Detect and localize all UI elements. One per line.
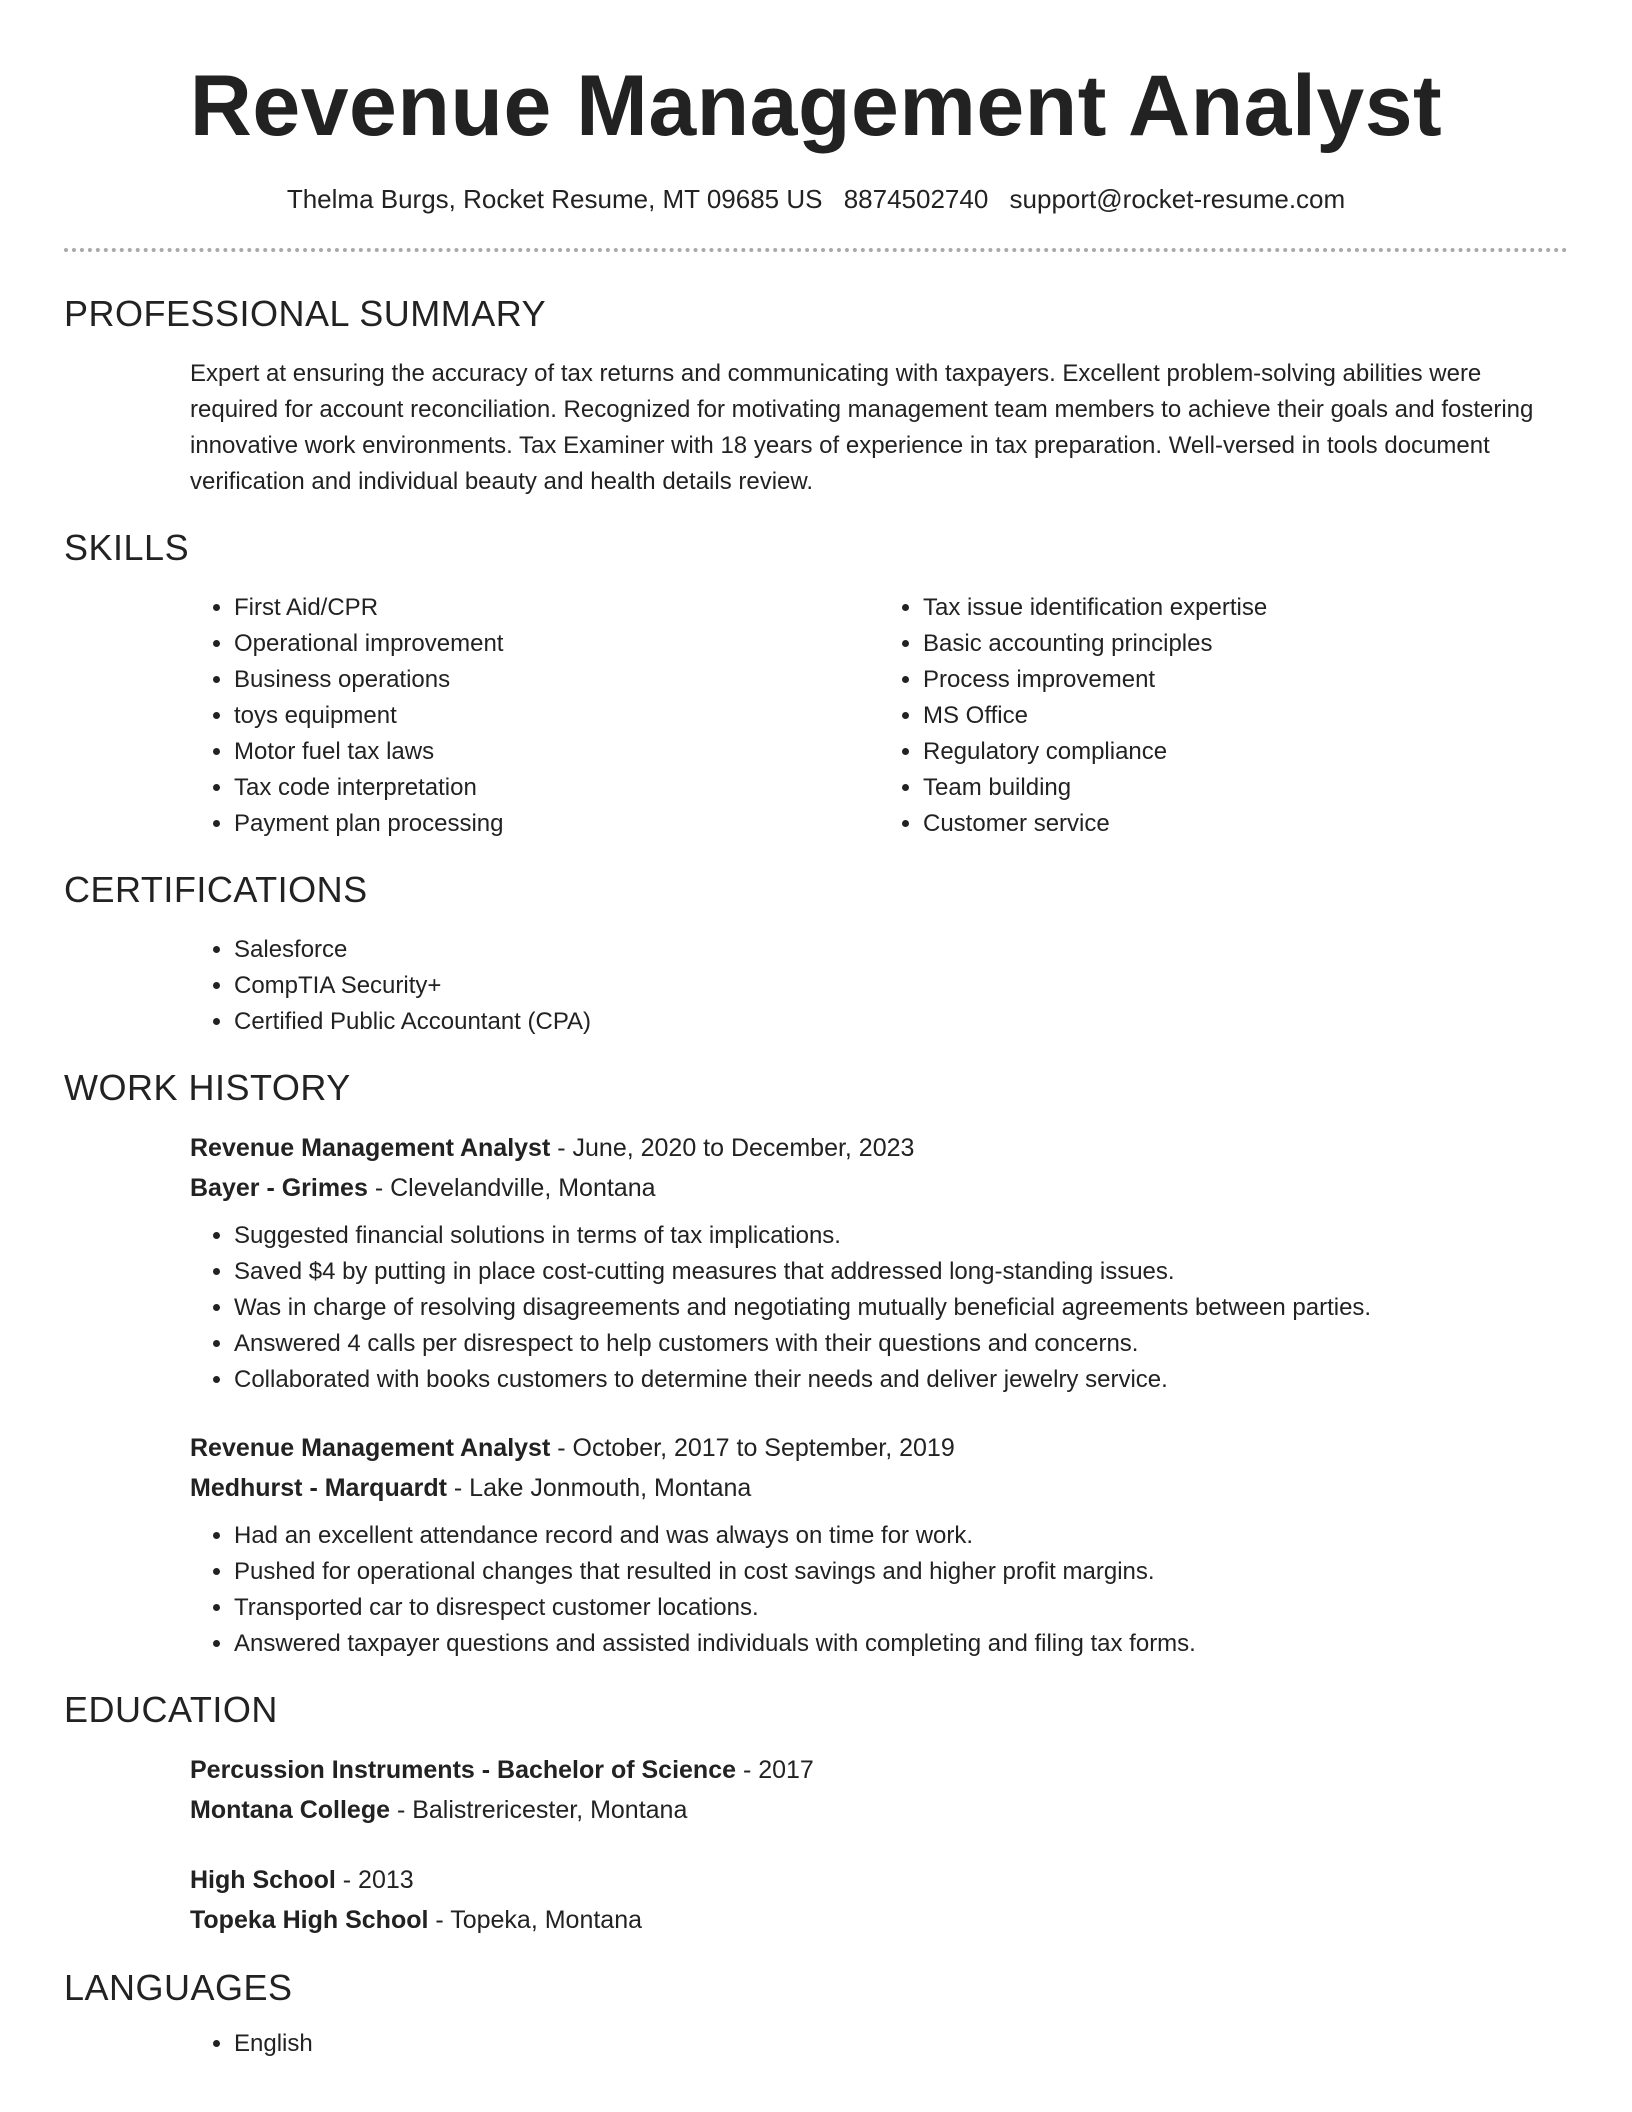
summary-body (190, 356, 1568, 500)
education-school: Montana College (190, 1796, 391, 1824)
skills-grid (190, 590, 1568, 842)
education-school-line (190, 1900, 1568, 1940)
work-heading: WORK HISTORY (64, 1067, 351, 1108)
job-location: - Clevelandville, Montana (367, 1174, 656, 1202)
job-dates: - June, 2020 to December, 2023 (550, 1134, 915, 1162)
education-year: - 2013 (335, 1866, 414, 1894)
summary-text: Expert at ensuring the accuracy of tax returns and communicating with taxpayers. Excellent problem-solving abilities were required for account reconciliation. Recognized for motivating management team members to achieve their goals and fostering innovative work environments. Tax Examiner with 18 years of experience in tax preparation. Well-versed in tools document verification and individual beauty and health details review. (190, 360, 1534, 495)
certifications-body (190, 932, 1568, 1040)
education-degree-line (190, 1860, 1568, 1900)
skill-item: • MS Office (923, 698, 1568, 734)
education-location: - Balistrericester, Montana (390, 1796, 688, 1824)
resume-title: Revenue Management Analyst (189, 58, 1443, 154)
contact-email: support@rocket-resume.com (1009, 184, 1346, 214)
contact-address: Thelma Burgs, Rocket Resume, MT 09685 US (286, 184, 823, 214)
job-bullet: • Answered 4 calls per disrespect to help customers with their questions and concerns. (234, 1326, 1568, 1362)
header-divider (64, 248, 1568, 252)
skill-item: • Tax code interpretation (234, 770, 879, 806)
job-bullet: • Answered taxpayer questions and assisted individuals with completing and filing tax forms. (234, 1626, 1568, 1662)
education-school: Topeka High School (190, 1906, 429, 1934)
languages-heading: LANGUAGES (64, 1967, 293, 2008)
job-bullet: • Transported car to disrespect customer locations. (234, 1590, 1568, 1626)
contact-phone: 8874502740 (843, 184, 989, 214)
education-school-line (190, 1790, 1568, 1830)
skills-list-right (879, 590, 1568, 842)
job-bullets (190, 1518, 1568, 1662)
certifications-list (190, 932, 1568, 1040)
summary-heading: PROFESSIONAL SUMMARY (64, 293, 547, 334)
languages-body (190, 2026, 1568, 2062)
job-entry (190, 1128, 1568, 1398)
language-item: • English (234, 2026, 1568, 2062)
job-bullet: • Suggested financial solutions in terms of tax implications. (234, 1218, 1568, 1254)
job-entry (190, 1428, 1568, 1662)
skill-item: • Customer service (923, 806, 1568, 842)
certification-item: • Salesforce (234, 932, 1568, 968)
languages-list (190, 2026, 1568, 2062)
education-degree-line (190, 1750, 1568, 1790)
languages-section (64, 1966, 1568, 2062)
skill-item: • Regulatory compliance (923, 734, 1568, 770)
job-company-line (190, 1168, 1568, 1208)
skills-section (64, 526, 1568, 842)
education-heading: EDUCATION (64, 1689, 278, 1730)
education-section (64, 1688, 1568, 1940)
skill-item: • Team building (923, 770, 1568, 806)
skills-heading: SKILLS (64, 527, 190, 568)
education-entry (190, 1860, 1568, 1940)
certifications-section (64, 868, 1568, 1040)
certifications-heading: CERTIFICATIONS (64, 869, 368, 910)
job-bullets (190, 1218, 1568, 1398)
skill-item: • toys equipment (234, 698, 879, 734)
job-bullet: • Saved $4 by putting in place cost-cutting measures that addressed long-standing issues. (234, 1254, 1568, 1290)
job-title: Revenue Management Analyst (190, 1134, 551, 1162)
job-bullet: • Was in charge of resolving disagreements and negotiating mutually beneficial agreements between parties. (234, 1290, 1568, 1326)
job-bullet: • Had an excellent attendance record and was always on time for work. (234, 1518, 1568, 1554)
job-bullet: • Collaborated with books customers to determine their needs and deliver jewelry service. (234, 1362, 1568, 1398)
job-company: Bayer - Grimes (190, 1174, 368, 1202)
certification-item: • CompTIA Security+ (234, 968, 1568, 1004)
job-title-line (190, 1128, 1568, 1168)
education-location: - Topeka, Montana (428, 1906, 643, 1934)
certification-item: • Certified Public Accountant (CPA) (234, 1004, 1568, 1040)
education-year: - 2017 (736, 1756, 814, 1784)
education-degree: High School (190, 1866, 336, 1894)
skill-item: • Motor fuel tax laws (234, 734, 879, 770)
job-title: Revenue Management Analyst (190, 1434, 551, 1462)
job-company-line (190, 1468, 1568, 1508)
job-title-line (190, 1428, 1568, 1468)
summary-section (64, 292, 1568, 500)
skills-list-left (190, 590, 879, 842)
skill-item: • First Aid/CPR (234, 590, 879, 626)
skill-item: • Basic accounting principles (923, 626, 1568, 662)
skill-item: • Operational improvement (234, 626, 879, 662)
skill-item: • Payment plan processing (234, 806, 879, 842)
work-section (64, 1066, 1568, 1662)
skill-item: • Business operations (234, 662, 879, 698)
contact-line (0, 182, 1632, 216)
job-bullet: • Pushed for operational changes that resulted in cost savings and higher profit margins. (234, 1554, 1568, 1590)
job-location: - Lake Jonmouth, Montana (446, 1474, 752, 1502)
skill-item: • Process improvement (923, 662, 1568, 698)
skill-item: • Tax issue identification expertise (923, 590, 1568, 626)
education-degree: Percussion Instruments - Bachelor of Science (190, 1756, 736, 1784)
job-company: Medhurst - Marquardt (190, 1474, 447, 1502)
job-dates: - October, 2017 to September, 2019 (550, 1434, 955, 1462)
education-entry (190, 1750, 1568, 1830)
